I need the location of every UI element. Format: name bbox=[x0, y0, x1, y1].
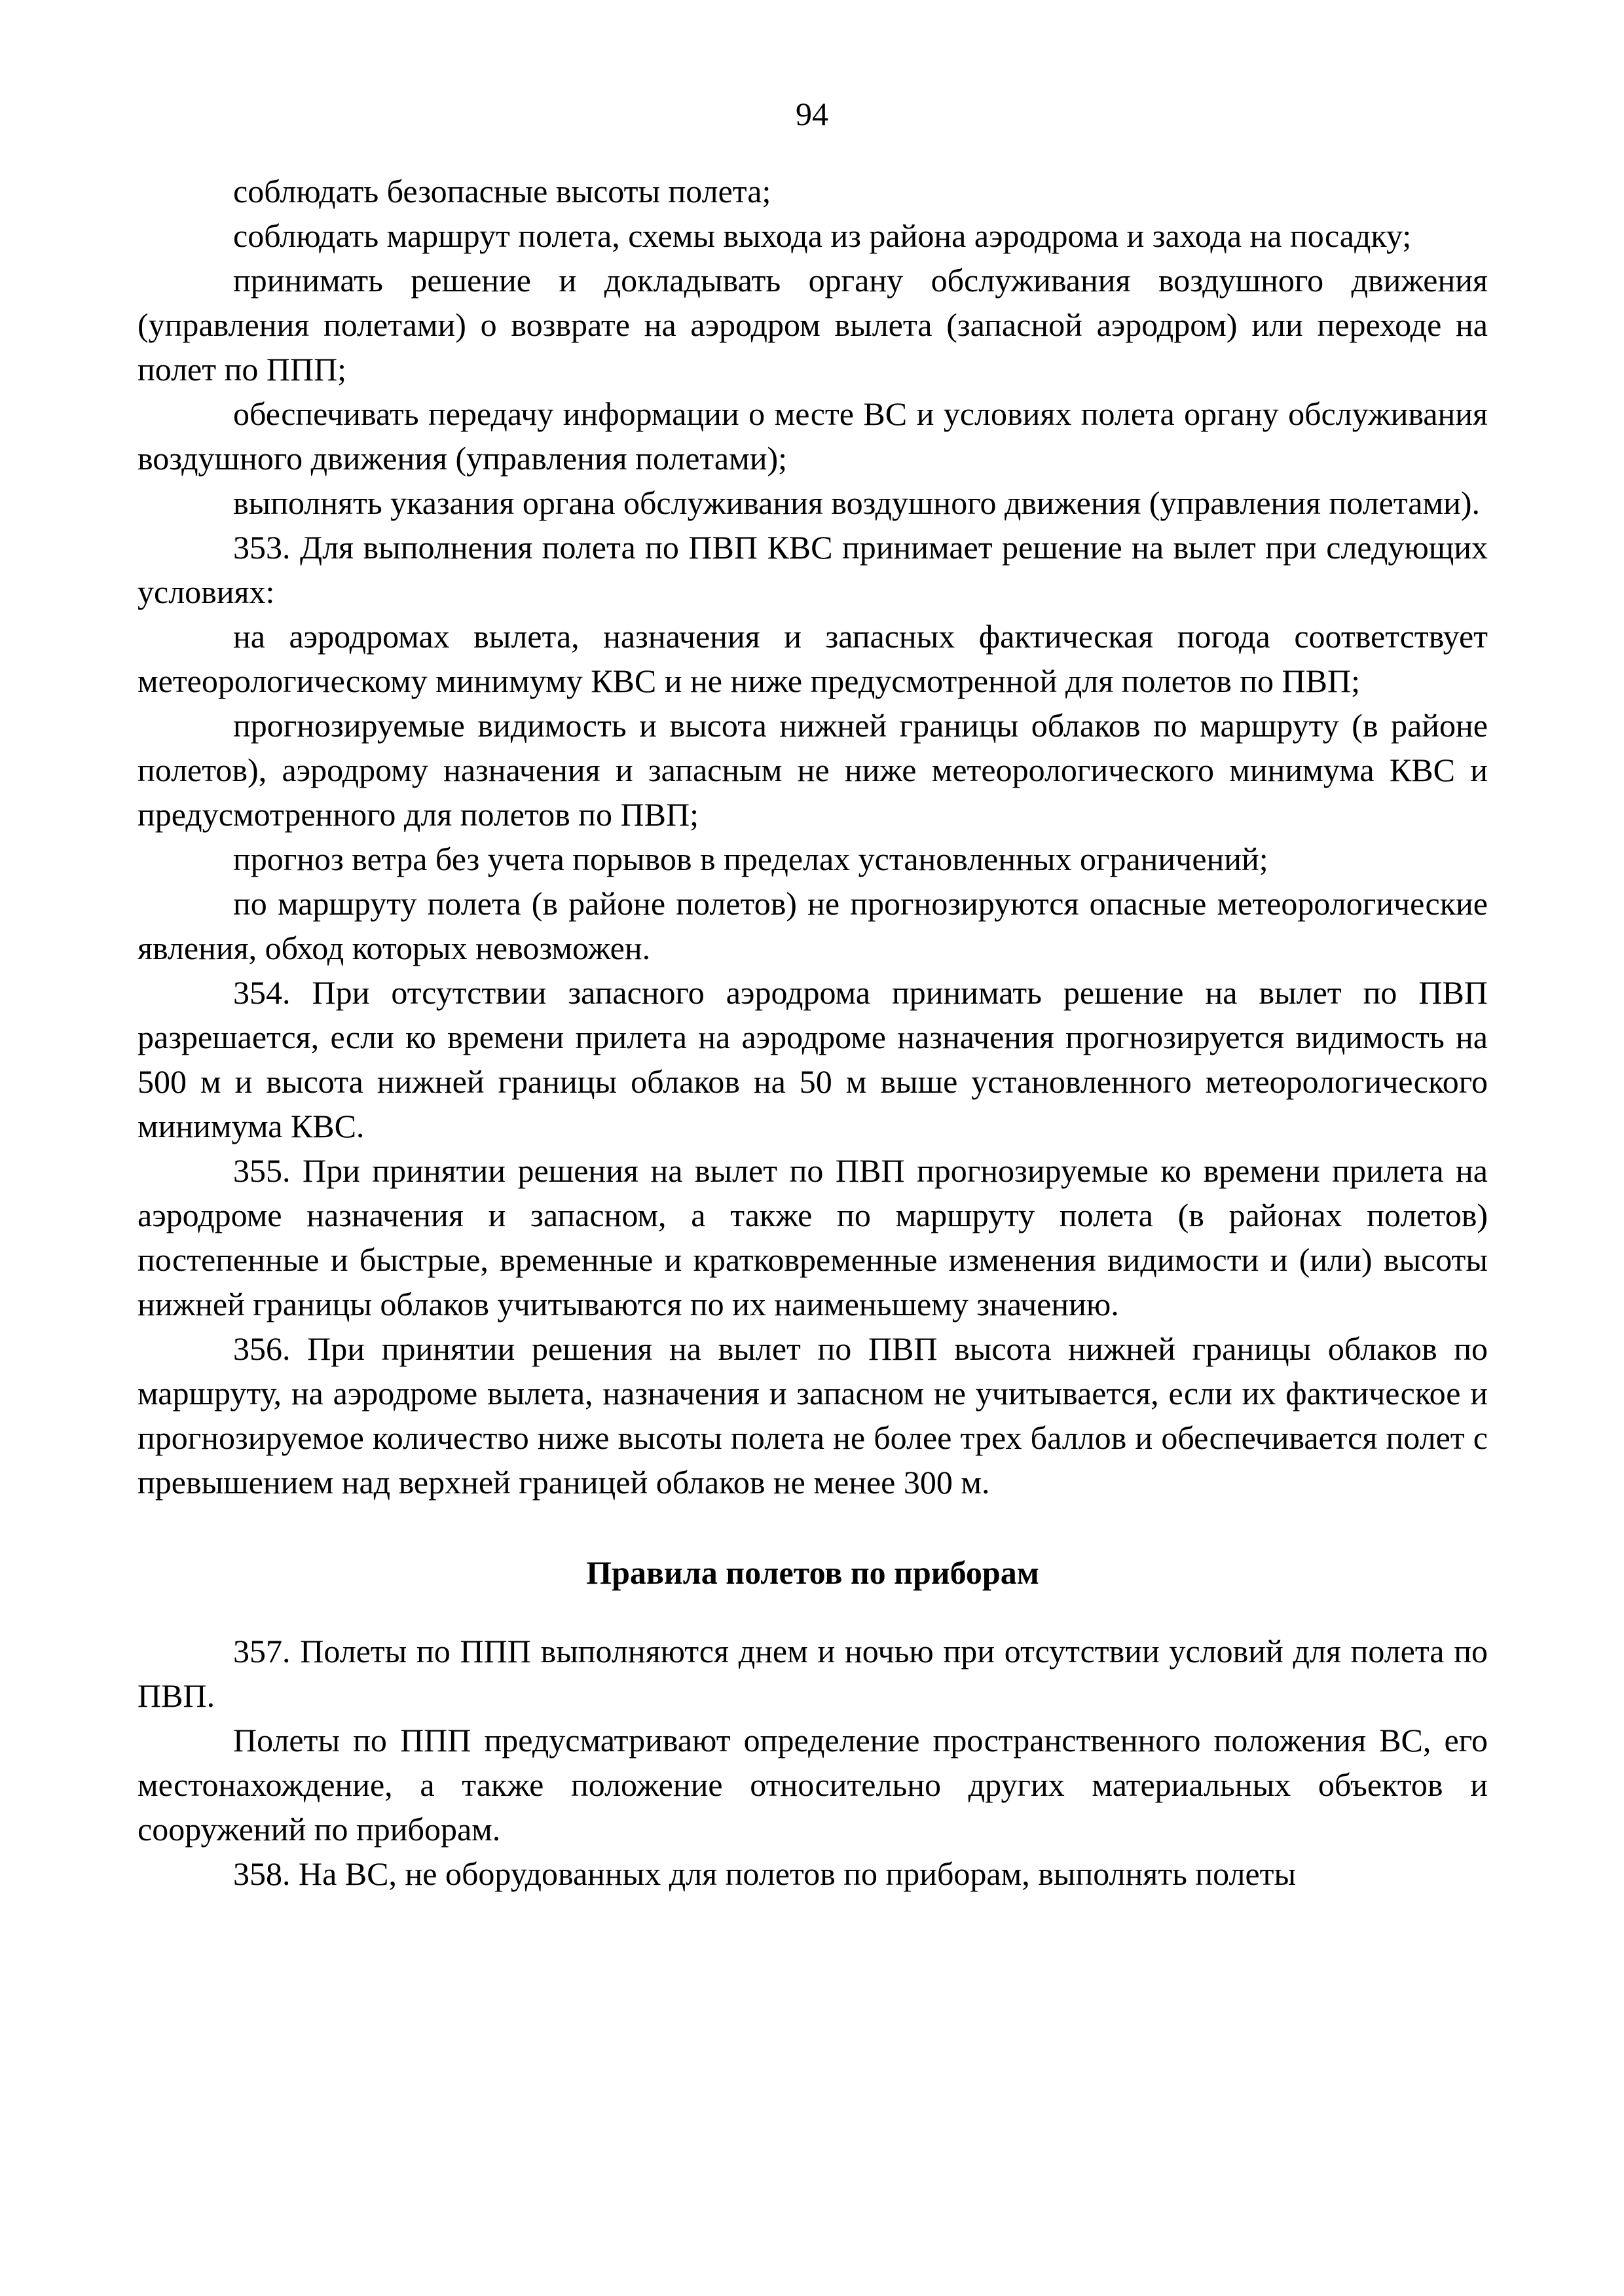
paragraph: прогнозируемые видимость и высота нижней границы облаков по маршруту (в районе полетов), аэродрому назначения и запасным не ниже метеорологического минимума КВС и предусмотренного для полетов по ПВП; bbox=[138, 707, 1488, 833]
page-number: 94 bbox=[796, 96, 828, 132]
paragraph: 356. При принятии решения на вылет по ПВП высота нижней границы облаков по маршруту, на аэродроме вылета, назначения и запасном не учитывается, если их фактическое и прогнозируемое количество ниже высоты полета не более трех баллов и обеспечивается полет с превышением над верхней границей облаков не менее 300 м. bbox=[138, 1330, 1488, 1501]
document-body bbox=[138, 169, 1488, 1896]
paragraph: 353. Для выполнения полета по ПВП КВС принимает решение на вылет при следующих условиях: bbox=[138, 529, 1488, 610]
paragraph: соблюдать маршрут полета, схемы выхода из района аэродрома и захода на посадку; bbox=[233, 217, 1412, 254]
paragraph: выполнять указания органа обслуживания воздушного движения (управления полетами). bbox=[233, 484, 1481, 521]
paragraph: прогноз ветра без учета порывов в пределах установленных ограничений; bbox=[233, 841, 1268, 877]
paragraph: принимать решение и докладывать органу обслуживания воздушного движения (управления полетами) о возврате на аэродром вылета (запасной аэродром) или переходе на полет по ППП; bbox=[138, 262, 1488, 388]
paragraph: на аэродромах вылета, назначения и запасных фактическая погода соответствует метеорологическому минимуму КВС и не ниже предусмотренной для полетов по ПВП; bbox=[138, 618, 1488, 699]
section-heading: Правила полетов по приборам bbox=[586, 1554, 1039, 1591]
paragraph: 357. Полеты по ППП выполняются днем и ночью при отсутствии условий для полета по ПВП. bbox=[138, 1633, 1488, 1714]
paragraph: 358. На ВС, не оборудованных для полетов по приборам, выполнять полеты bbox=[233, 1855, 1297, 1892]
paragraph: соблюдать безопасные высоты полета; bbox=[233, 173, 771, 210]
paragraph: 355. При принятии решения на вылет по ПВП прогнозируемые ко времени прилета на аэродроме назначения и запасном, а также по маршруту полета (в районах полетов) постепенные и быстрые, временные и кратковременные изменения видимости и (или) высоты нижней границы облаков учитываются по их наименьшему значению. bbox=[138, 1152, 1488, 1322]
paragraph: 354. При отсутствии запасного аэродрома принимать решение на вылет по ПВП разрешается, если ко времени прилета на аэродроме назначения прогнозируется видимость на 500 м и высота нижней границы облаков на 50 м выше установленного метеорологического минимума КВС. bbox=[138, 974, 1488, 1144]
paragraph: Полеты по ППП предусматривают определение пространственного положения ВС, его местонахождение, а также положение относительно других материальных объектов и сооружений по приборам. bbox=[138, 1722, 1488, 1848]
paragraph: по маршруту полета (в районе полетов) не прогнозируются опасные метеорологические явления, обход которых невозможен. bbox=[138, 885, 1488, 966]
paragraph: обеспечивать передачу информации о месте ВС и условиях полета органу обслуживания воздушного движения (управления полетами); bbox=[138, 395, 1488, 477]
